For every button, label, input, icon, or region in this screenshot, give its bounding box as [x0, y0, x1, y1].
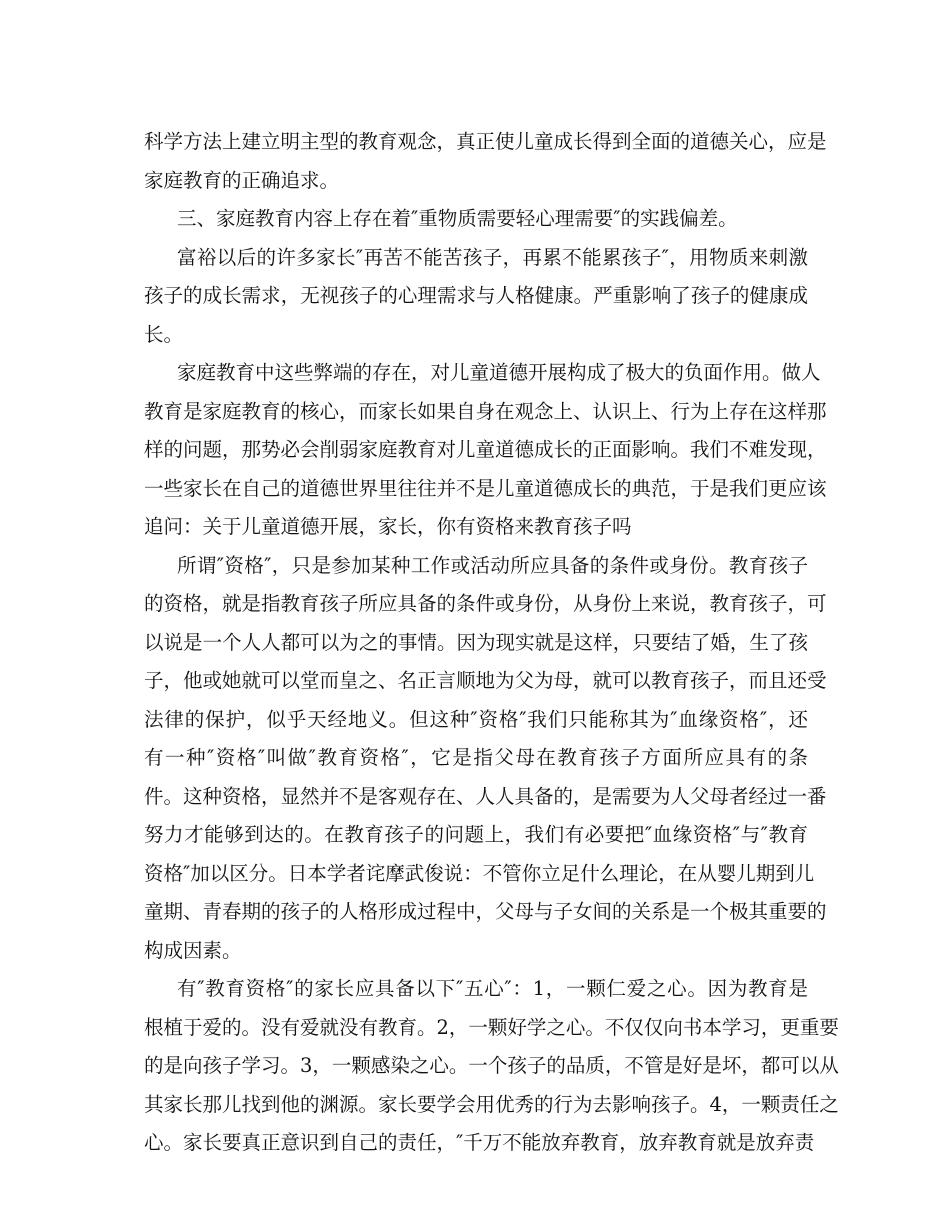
document-body	[144, 123, 839, 1163]
text-line: 心。家长要真正意识到自己的责任，″千万不能放弃教育，放弃教育就是放弃责	[144, 1131, 815, 1154]
text-line: 的资格，就是指教育孩子所应具备的条件或身份，从身份上来说，教育孩子，可	[144, 592, 827, 615]
text-line: 教育是家庭教育的核心，而家长如果自身在观念上、认识上、行为上存在这样那	[144, 399, 827, 423]
text-line: 家庭教育的正确追求。	[144, 168, 340, 192]
text-line: 长。	[144, 322, 184, 346]
text-line: 以说是一个人人都可以为之的事情。因为现实就是这样，只要结了婚，生了孩	[144, 630, 808, 654]
text-line: 有″教育资格″的家长应具备以下″五心″：1，一颗仁爱之心。因为教育是	[177, 977, 808, 1000]
text-line: 一些家长在自己的道德世界里往往并不是儿童道德成长的典范，于是我们更应该	[144, 476, 827, 500]
text-line: 所谓″资格″，只是参加某种工作或活动所应具备的条件或身份。教育孩子	[177, 553, 808, 577]
text-line: 努力才能够到达的。在教育孩子的问题上，我们有必要把″血缘资格″与″教育	[144, 823, 808, 846]
text-line: 孩子的成长需求，无视孩子的心理需求与人格健康。严重影响了孩子的健康成	[144, 284, 808, 307]
text-line: 追问：关于儿童道德开展，家长，你有资格来教育孩子吗	[144, 515, 632, 538]
text-line: 件。这种资格，显然并不是客观存在、人人具备的，是需要为人父母者经过一番	[144, 784, 827, 808]
text-line: 的是向孩子学习。3，一颗感染之心。一个孩子的品质，不管是好是坏，都可以从	[144, 1054, 839, 1077]
text-line: 家庭教育中这些弊端的存在，对儿童道德开展构成了极大的负面作用。做人	[177, 361, 821, 384]
text-line: 根植于爱的。没有爱就没有教育。2，一颗好学之心。不仅仅向书本学习，更重要	[144, 1015, 839, 1039]
text-line: 科学方法上建立明主型的教育观念，真正使儿童成长得到全面的道德关心，应是	[144, 130, 827, 153]
text-line: 有一种″资格″叫做″教育资格″，它是指父母在教育孩子方面所应具有的条	[144, 746, 808, 769]
text-line: 其家长那儿找到他的渊源。家长要学会用优秀的行为去影响孩子。4，一颗责任之	[144, 1092, 839, 1116]
section-heading: 三、家庭教育内容上存在着″重物质需要轻心理需要″的实践偏差。	[177, 207, 738, 230]
text-line: 法律的保护，似乎天经地义。但这种″资格″我们只能称其为″血缘资格″，还	[144, 707, 808, 731]
text-line: 童期、青春期的孩子的人格形成过程中，父母与子女间的关系是一个极其重要的	[144, 900, 827, 923]
text-line: 构成因素。	[144, 938, 242, 962]
text-line: 子，他或她就可以堂而皇之、名正言顺地为父为母，就可以教育孩子，而且还受	[144, 669, 827, 692]
text-line: 样的问题，那势必会削弱家庭教育对儿童道德成长的正面影响。我们不难发现，	[144, 438, 827, 461]
text-line: 富裕以后的许多家长″再苦不能苦孩子，再累不能累孩子″，用物质来刺激	[177, 245, 808, 269]
text-line: 资格″加以区分。日本学者诧摩武俊说：不管你立足什么理论，在从婴儿期到儿	[144, 861, 815, 885]
